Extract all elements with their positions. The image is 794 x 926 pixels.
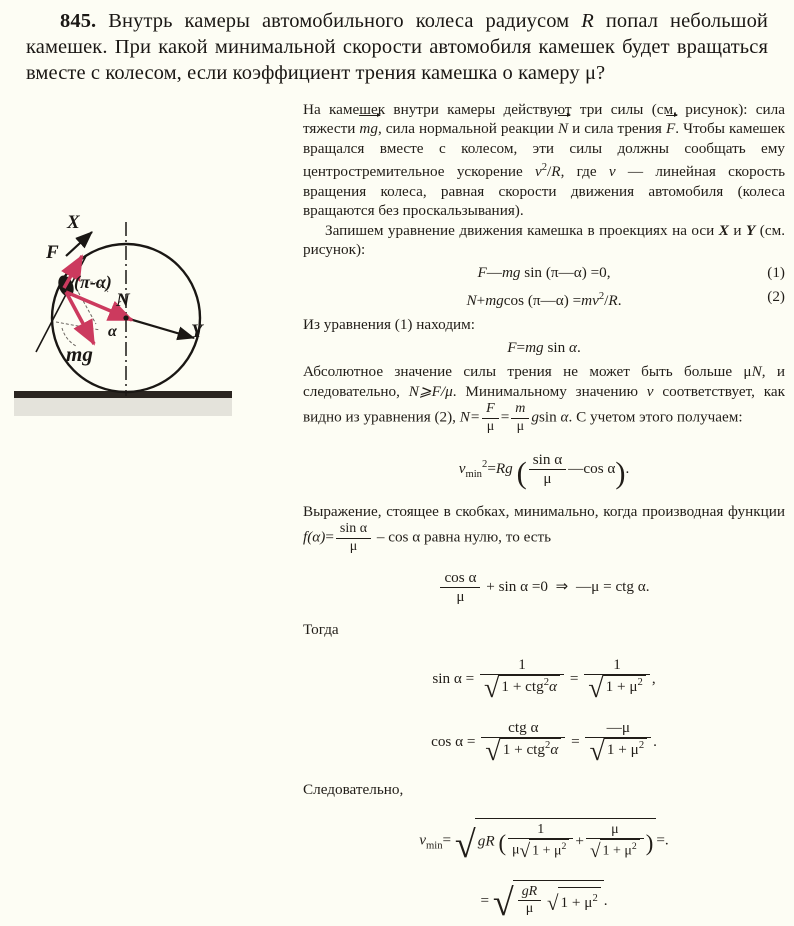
p5-frac-denominator: μ bbox=[336, 538, 371, 556]
eq2-arg: (π—α) bbox=[527, 292, 569, 310]
eq2-N: N bbox=[466, 292, 477, 310]
eq7-frac1-rad-main: 1 + ctg bbox=[502, 740, 545, 758]
eq8-frac1-radicand bbox=[529, 839, 569, 860]
vector-mg-inline bbox=[359, 119, 378, 138]
p4-frac1-denominator: μ bbox=[482, 418, 499, 436]
eq2-v: v bbox=[592, 292, 599, 310]
equation-9 bbox=[303, 880, 785, 923]
eq7-frac1-radicand bbox=[500, 738, 562, 759]
eq4-Rg: Rg bbox=[495, 459, 513, 477]
p4-frac2-denominator: μ bbox=[511, 418, 529, 436]
equation-3 bbox=[303, 338, 785, 358]
p1-text-f: , где bbox=[560, 163, 609, 181]
eq8-tail: =. bbox=[656, 831, 669, 849]
eq8-frac1-denominator bbox=[508, 838, 573, 862]
eq6-comma: , bbox=[651, 669, 656, 687]
p1-text-a: На камешек внутри камеры действуют три силы (см. рисунок): сила тяжести bbox=[303, 101, 785, 138]
p5-arg: (α) bbox=[307, 528, 326, 546]
eq7-dot: . bbox=[653, 733, 657, 750]
eq4-frac-numerator: sin α bbox=[532, 451, 563, 468]
solution-body bbox=[303, 100, 785, 926]
eq9-fraction-gR-mu bbox=[518, 884, 542, 918]
eq9-rad-exp: 2 bbox=[592, 893, 598, 905]
p1-v2: v bbox=[608, 163, 616, 181]
p4-g: g bbox=[531, 408, 539, 426]
p4-sin: sin bbox=[538, 408, 557, 426]
p2-text-b: и bbox=[728, 221, 747, 239]
eq7-mid-equals: = bbox=[571, 733, 580, 750]
eq8-v: v bbox=[419, 831, 426, 849]
p4-N: N bbox=[751, 363, 762, 381]
equation-2-row bbox=[303, 287, 785, 310]
eq9-radicand bbox=[513, 880, 604, 918]
eq6-frac2-rad-main: 1 + μ bbox=[605, 677, 638, 695]
tangent-line bbox=[36, 256, 86, 352]
eq7-frac2-radicand bbox=[604, 738, 647, 759]
eq6-frac1-rad-main: 1 + ctg bbox=[501, 677, 544, 695]
eq6-frac1-numerator: 1 bbox=[518, 655, 526, 673]
label-angle-pi-minus-alpha: (π-α) bbox=[74, 272, 112, 292]
equation-1 bbox=[303, 263, 785, 282]
p4-text-b: , и следовательно, bbox=[303, 363, 785, 400]
p1-N: N bbox=[557, 120, 569, 138]
eq3-sin: sin bbox=[547, 339, 566, 357]
eq5-frac-denominator: μ bbox=[440, 587, 480, 606]
eq7-fraction-1 bbox=[481, 719, 565, 766]
p5-fraction-sin-mu bbox=[336, 521, 371, 555]
eq6-frac2-denominator bbox=[584, 674, 650, 703]
eq6-fraction-1 bbox=[480, 656, 564, 703]
eq1-F: F bbox=[477, 264, 487, 282]
eq2-exp-2: 2 bbox=[598, 291, 605, 303]
eq7-lhs: cos α = bbox=[431, 733, 476, 750]
eq7-frac1-rad-exp: 2 bbox=[545, 739, 551, 751]
eq6-frac1-denominator bbox=[480, 674, 564, 703]
problem-number: 845. bbox=[60, 10, 97, 32]
p4-fraction-m-mu bbox=[511, 401, 529, 435]
vector-arrow-mg bbox=[359, 115, 380, 116]
label-X: X bbox=[67, 212, 80, 233]
eq3-F: F bbox=[507, 339, 517, 357]
eq8-frac1-mu-prefix: μ bbox=[512, 842, 520, 858]
eq9-equals: = bbox=[480, 891, 490, 909]
eq8-paren-close: ) bbox=[645, 830, 654, 856]
p5-frac-numerator: sin α bbox=[339, 521, 368, 537]
p4-frac1-numerator: F bbox=[486, 401, 495, 416]
equation-2 bbox=[303, 287, 785, 310]
eq2-R: R bbox=[608, 292, 618, 310]
eq4-frac-denominator: μ bbox=[529, 469, 566, 488]
p4-text-d: соответствует, как видно из уравнения (2), bbox=[303, 382, 786, 426]
radical-sign-icon-8: √ bbox=[492, 882, 514, 925]
p2-text-a: Запишем уравнение движения камешка в проекциях на оси bbox=[325, 221, 719, 239]
eq5-rest: + sin α =0 bbox=[486, 578, 549, 596]
solution-paragraph-6: Тогда bbox=[303, 621, 339, 639]
p2-text-c: (см. рисунок): bbox=[303, 221, 785, 258]
p1-text-g: — линейная скорость вращения колеса, равная скорости движения автомобиля (колеса вращаются без проскальзывания). bbox=[303, 163, 785, 220]
eq8-sub-min: min bbox=[426, 840, 443, 852]
eq9-inner-radical bbox=[547, 887, 601, 914]
eq1-equals: =0, bbox=[590, 264, 611, 282]
eq5-frac-numerator: cos α bbox=[444, 569, 477, 587]
radical-sign-icon-9: √ bbox=[547, 891, 559, 916]
p4-fraction-F-mu bbox=[482, 401, 499, 435]
p4-inequality: N⩾F/μ bbox=[408, 382, 453, 400]
vector-arrow-F bbox=[666, 115, 677, 116]
eq3-equals: = bbox=[516, 339, 526, 357]
p4-text-c: . Минимальному значению bbox=[452, 382, 647, 400]
eq4-sub-min: min bbox=[465, 468, 482, 480]
eq8-frac1-rad-exp: 2 bbox=[561, 841, 567, 853]
p4-frac2-numerator: m bbox=[515, 401, 526, 416]
eq2-plus: + bbox=[476, 292, 486, 310]
p5-text-b: – cos α равна нулю, то есть bbox=[376, 528, 552, 546]
eq8-paren-open: ( bbox=[498, 830, 507, 856]
problem-variable-R: R bbox=[581, 10, 594, 32]
eq4-minus-cos: —cos α bbox=[568, 459, 616, 477]
eq6-frac2-numerator: 1 bbox=[613, 655, 621, 673]
eq1-arg: (π—α) bbox=[545, 264, 587, 282]
equation-7 bbox=[303, 719, 785, 766]
wheel-centre-dot bbox=[123, 315, 128, 320]
eq8-plus: + bbox=[575, 832, 584, 850]
eq7-fraction-2 bbox=[585, 719, 651, 766]
eq8-frac2-rad-main: 1 + μ bbox=[602, 843, 632, 859]
p5-equals: = bbox=[325, 528, 334, 546]
eq8-frac1-radical bbox=[520, 839, 570, 862]
eq7-frac2-radical bbox=[589, 738, 647, 766]
label-mg: mg bbox=[66, 342, 93, 366]
eq4-paren-open: ( bbox=[516, 455, 527, 490]
eq3-mg: mg bbox=[525, 339, 544, 357]
eq7-frac1-denominator bbox=[481, 737, 565, 766]
equation-1-row bbox=[303, 263, 785, 283]
eq7-frac1-numerator: ctg α bbox=[508, 718, 539, 736]
eq6-fraction-2 bbox=[584, 656, 650, 703]
eq7-frac2-denominator bbox=[585, 737, 651, 766]
eq8-frac2-rad-exp: 2 bbox=[631, 841, 637, 853]
eq9-rad-main: 1 + μ bbox=[560, 894, 593, 912]
eq7-frac2-rad-main: 1 + μ bbox=[606, 740, 639, 758]
label-F: F bbox=[46, 242, 59, 263]
radical-sign-icon-3: √ bbox=[485, 736, 501, 768]
p5-text-a: Выражение, стоящее в скобках, минимально, когда производная функции bbox=[303, 502, 785, 520]
eq4-exp-2: 2 bbox=[482, 458, 488, 470]
p1-text-d: . Чтобы камешек вращался вместе с колесом, эти силы должны сообщать ему центростремительное ускорение bbox=[303, 120, 785, 181]
solution-paragraph-7: Следовательно, bbox=[303, 781, 404, 799]
force-diagram-svg bbox=[14, 196, 246, 424]
eq8-radicand bbox=[475, 818, 657, 862]
eq9-outer-radical bbox=[493, 880, 604, 923]
p4-v: v bbox=[646, 382, 654, 400]
vector-N-inline bbox=[558, 119, 568, 138]
p1-v: v bbox=[534, 163, 542, 181]
eq4-fraction-sin-mu bbox=[529, 451, 566, 488]
eq1-mg: mg bbox=[501, 264, 521, 282]
axis-Y-arrow bbox=[126, 318, 194, 338]
eq8-frac1-numerator: 1 bbox=[537, 821, 545, 837]
problem-text-part-2: попал небольшой камешек. При какой минимальной скорости автомобиля камешек будет вращаться вместе с колесом, если коэффициент трения камешка о камеру μ? bbox=[26, 10, 768, 84]
label-Y: Y bbox=[191, 321, 203, 342]
eq7-frac1-rad-tail: α bbox=[550, 740, 559, 758]
eq8-equals: = bbox=[442, 831, 452, 849]
eq8-frac1-rad-main: 1 + μ bbox=[532, 843, 562, 859]
eq8-fraction-1 bbox=[508, 822, 573, 862]
label-alpha: α bbox=[108, 323, 117, 340]
problem-text-part-1: Внутрь камеры автомобильного колеса радиусом bbox=[96, 10, 582, 32]
eq2-equals: = bbox=[572, 292, 582, 310]
solution-paragraph-3: Из уравнения (1) находим: bbox=[303, 315, 476, 333]
eq9-frac-numerator: gR bbox=[521, 883, 538, 899]
p1-R: R bbox=[551, 163, 561, 181]
eq6-frac1-radical bbox=[483, 672, 560, 704]
eq4-v: v bbox=[458, 459, 466, 477]
p4-text-a: Абсолютное значение силы трения не может быть больше μ bbox=[303, 363, 752, 381]
eq2-dot: . bbox=[617, 292, 622, 310]
solution-paragraph-1 bbox=[303, 100, 785, 221]
eq8-frac2-numerator: μ bbox=[611, 821, 619, 837]
vector-arrow-N bbox=[558, 115, 570, 116]
eq2-mg: mg bbox=[485, 292, 504, 310]
eq7-frac1-radical bbox=[485, 738, 561, 766]
p4-text-e: . С учетом этого получаем: bbox=[568, 408, 743, 426]
eq2-m: m bbox=[581, 292, 593, 310]
eq8-frac2-radicand bbox=[600, 839, 640, 860]
radical-sign-icon-6: √ bbox=[519, 841, 531, 863]
eq9-inner-radicand bbox=[558, 887, 601, 912]
equation-1-number: (1) bbox=[767, 264, 785, 282]
p1-text-b: , сила нормальной реакции bbox=[377, 120, 558, 138]
eq4-dot: . bbox=[625, 459, 630, 477]
solution-paragraph-4 bbox=[303, 362, 785, 435]
eq5-arrow: ⇒ bbox=[555, 578, 569, 596]
equation-6 bbox=[303, 656, 785, 703]
eq2-slash: / bbox=[604, 292, 609, 310]
problem-statement bbox=[26, 8, 768, 86]
equation-8 bbox=[303, 818, 785, 864]
eq7-frac2-rad-exp: 2 bbox=[638, 739, 645, 751]
eq8-frac2-denominator bbox=[586, 838, 644, 862]
radical-sign-icon-7: √ bbox=[589, 841, 601, 863]
eq6-frac1-radicand bbox=[498, 675, 560, 696]
label-N: N bbox=[116, 290, 130, 311]
p2-axis-X: X bbox=[718, 221, 729, 239]
eq9-frac-denominator: μ bbox=[518, 900, 542, 918]
eq8-frac2-radical bbox=[590, 839, 640, 862]
eq2-cos: cos bbox=[503, 292, 525, 310]
eq4-paren-close: ) bbox=[615, 455, 626, 490]
eq8-outer-radical bbox=[455, 818, 656, 864]
p1-slash: / bbox=[547, 163, 552, 181]
eq7-frac2-numerator: —μ bbox=[606, 718, 630, 736]
eq6-frac2-radical bbox=[588, 672, 646, 704]
eq6-frac2-rad-exp: 2 bbox=[637, 676, 643, 688]
radical-sign-icon: √ bbox=[483, 672, 500, 704]
p1-exp-2: 2 bbox=[541, 162, 548, 174]
p4-alpha: α bbox=[560, 408, 569, 426]
eq6-mid-equals: = bbox=[569, 669, 579, 687]
eq3-alpha: α bbox=[568, 339, 577, 357]
eq5-fraction-cos-mu bbox=[440, 569, 480, 606]
force-diagram-figure bbox=[14, 196, 246, 424]
solution-paragraph-5 bbox=[303, 502, 785, 555]
eq6-frac1-rad-tail: α bbox=[549, 677, 558, 695]
vector-F-inline bbox=[666, 119, 675, 138]
p4-N-equals: N= bbox=[459, 408, 481, 426]
eq6-frac1-rad-exp: 2 bbox=[543, 676, 550, 688]
equation-2-number: (2) bbox=[767, 288, 785, 306]
p1-text-c: и сила трения bbox=[568, 120, 666, 138]
p5-f: f bbox=[303, 528, 308, 546]
eq4-equals: = bbox=[487, 459, 496, 477]
p4-equals-2: = bbox=[500, 408, 510, 426]
eq8-fraction-2 bbox=[586, 822, 644, 862]
eq5-result: —μ = ctg α. bbox=[575, 578, 650, 596]
p1-F: F bbox=[665, 120, 676, 138]
eq3-dot: . bbox=[576, 339, 581, 357]
radical-sign-icon-2: √ bbox=[588, 672, 604, 704]
radical-sign-icon-5: √ bbox=[454, 823, 476, 866]
eq1-sin: sin bbox=[524, 264, 543, 282]
equation-4 bbox=[303, 451, 785, 488]
eq6-lhs: sin α = bbox=[432, 669, 475, 687]
axis-X-arrow bbox=[66, 232, 92, 256]
eq9-dot: . bbox=[603, 891, 608, 909]
p2-axis-Y: Y bbox=[746, 221, 756, 239]
eq8-gR: gR bbox=[477, 832, 495, 850]
eq6-frac2-radicand bbox=[603, 675, 646, 696]
equation-5 bbox=[303, 569, 785, 606]
radical-sign-icon-4: √ bbox=[589, 736, 605, 768]
p1-mg: mg bbox=[359, 120, 378, 138]
solution-paragraph-2 bbox=[303, 221, 785, 260]
eq1-minus: — bbox=[486, 264, 502, 282]
